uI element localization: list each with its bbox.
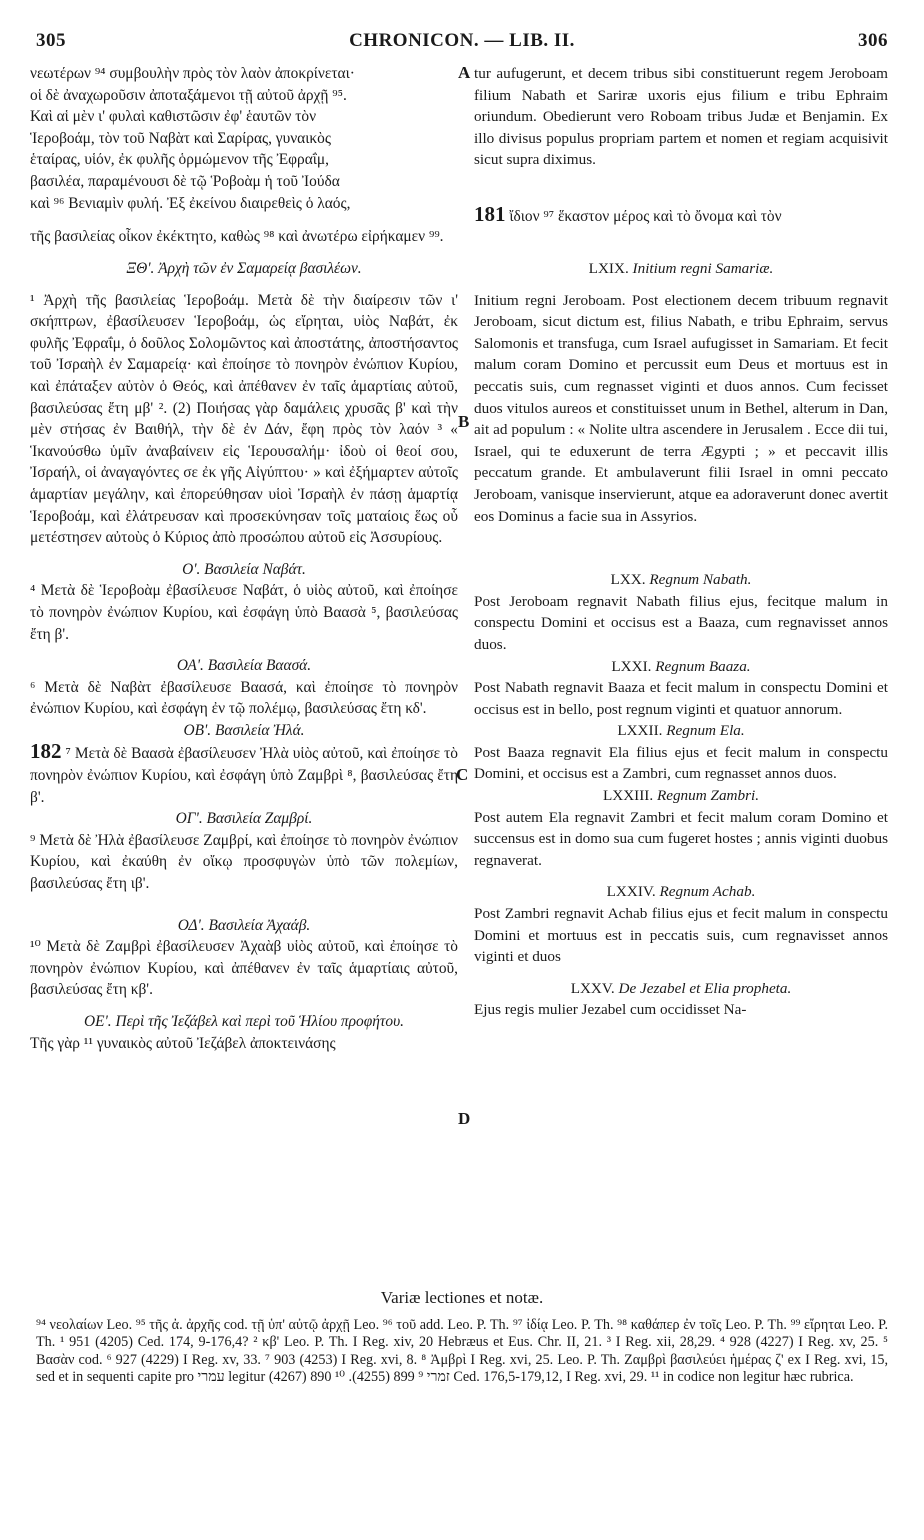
heading-title: Regnum Nabath. [649,571,752,589]
notes-title: Variæ lectiones et notæ. [380,1288,544,1307]
heading-number: LXXI. [611,657,652,675]
latin-paragraph: Ejus regis mulier Jezabel cum occidisset Na- [474,1001,747,1019]
greek-column-continued [30,258,458,1054]
greek-paragraph: Τῆς γὰρ ¹¹ γυναικὸς αὐτοῦ Ἰεζάβελ ἀποκτεινάσης [30,1034,336,1052]
latin-column-top [474,63,888,171]
latin-heading [474,656,888,678]
greek-column [30,63,458,214]
greek-heading: ΟΑ'. Βασιλεία Βαασά. [176,657,312,675]
heading-title: Regnum Achab. [659,883,756,901]
latin-paragraph: Initium regni Jeroboam. Post electionem decem tribuum regnavit Jeroboam, sicut dictum est, filius Nabath, e tribu Ephraim, servus Salomonis et transfuga, cum Israel aufugisset in Samariam. Et fecit malum coram Domino et percussit eum Deus et mortuus est in peccatis suis, cum regnasset viginti et duos annos. Cum fecisset duos vitulos aureos et constituisset unum in Bethel, alterum in Dan, ait ad populum : « Nolite ultra ascendere in Jerusalem . Ecce dii tui, Israel, qui te eduxerunt de terra Ægypti ; » et peccavit illis peccatum grande. Et ambulaverunt filii Israel in omni peccato Jeroboam, vanisque inservierunt, atque ea adoraverunt donec avertit eos Dominus a facie sua in Assyrios. [474,291,888,525]
margin-letter-a: A [458,63,471,82]
heading-number: LXXIII. [602,787,654,805]
running-title: CHRONICON. — LIB. II. [349,30,575,51]
greek-line: νεωτέρων ⁹⁴ συμβουλὴν πρὸς τὸν λαὸν ἀποκρίνεται· [30,65,355,82]
running-header [36,30,888,56]
greek-paragraph: ¹⁰ Μετὰ δὲ Ζαμβρὶ ἐβασίλευσεν Ἀχαὰβ υἱὸς αὐτοῦ, καὶ ἐποίησε τὸ πονηρὸν ἐνώπιον Κυρίου, καὶ ἀπέθανεν ἐν ταῖς ἁμαρτίαις αὐτοῦ, βασιλεύσας ἔτη κβ'. [30,938,458,999]
column-number-181: 181 [474,202,506,226]
greek-line: Ἱεροβοάμ, τὸν τοῦ Ναβὰτ καὶ Σαρίρας, γυναικὸς [30,129,331,147]
greek-line: τῆς βασιλείας οἶκον ἐκέκτητο, καθὼς ⁹⁸ καὶ ἀνωτέρω εἰρήκαμεν ⁹⁹. [30,228,444,245]
margin-letter-d: D [458,1109,471,1128]
page-number-left: 305 [36,30,66,51]
greek-paragraph-text: ⁷ Μετὰ δὲ Βαασὰ ἐβασίλευσεν Ἠλὰ υἱὸς αὐτοῦ, καὶ ἐποίησε τὸ πονηρὸν ἐνώπιον Κυρίου, καὶ ἐσφάγη ὑπὸ Ζαμβρὶ ⁸, βασιλεύσας ἔτη β'. [30,745,458,806]
greek-line: ἴδιον ⁹⁷ ἕκαστον μέρος καὶ τὸ ὄνομα καὶ τὸν [509,208,782,225]
greek-heading: Ο'. Βασιλεία Ναβάτ. [182,560,306,578]
latin-paragraph: Post Zambri regnavit Achab filius ejus et fecit malum in conspectu Domini et mortuus est in peccatis suis, cum regnavisset annos viginti et duos [474,905,888,966]
latin-heading [474,881,888,903]
heading-number: LXX. [610,571,646,589]
greek-heading: ΟΓ'. Βασιλεία Ζαμβρί. [175,810,313,828]
greek-line: βασιλέα, παραμένουσι δὲ τῷ Ῥοβοὰμ ἡ τοῦ Ἰούδα [30,172,340,190]
variant-readings-notes: ⁹⁴ νεολαίων Leo. ⁹⁵ τῆς ἀ. ἀρχῆς cod. τῇ ὑπ' αὐτῷ ἀρχῇ Leo. ⁹⁶ τοῦ add. Leo. P. Th. ⁹⁷ ἰδίᾳ Leo. P. Th. ⁹⁸ καθάπερ ἐν τοῖς Leo. P. Th. ⁹⁹ εἴρηται Leo. P. Th. ¹ 951 (4205) Ced. 174, 9-176,4? ² κβ' Leo. P. Th. I Reg. xiv, 20 Hebræus et Eus. Chr. II, 21. ³ I Reg. xii, 28,29. ⁴ 928 (4227) I Reg. xv, 25. ⁵ Βασὰν cod. ⁶ 927 (4229) I Reg. xv, 33. ⁷ 903 (4253) I Reg. xvi, 8. ⁸ Ἀμβρὶ I Reg. xvi, 25. Leo. P. Th. Ζαμβρὶ βασιλεύει ἡμέρας ζ' ex I Reg. xvi, 15, sed et in sequenti capite pro עמרי legitur זמרי ⁹ 899 (4255). ¹⁰ 890 (4267) Ced. 176,5-179,12, I Reg. xvi, 29. ¹¹ in codice non legitur hæc rubrica. [36,1317,888,1386]
greek-paragraph: ¹ Ἀρχὴ τῆς βασιλείας Ἱεροβοάμ. Μετὰ δὲ τὴν διαίρεσιν τῶν ι' σκήπτρων, ἐβασίλευσεν Ἱεροβοάμ, ὡς εἴρηται, υἱὸς Ναβάτ, ἐκ φυλῆς Ἐφραΐμ, ὁ δοῦλος Σολομῶντος καὶ ἀποστάτης, ἀποστήσαντος τοῦ Ἰσραὴλ ἐν Σαμαρείᾳ· καὶ ἐποίησε τὸ πονηρὸν ἐνώπιον Κυρίου, καὶ ἐπάταξεν αὐτὸν ὁ Θεός, καὶ ἀπέθανεν ἐν ταῖς ἁμαρτίαις αὐτοῦ, βασιλεύσας ἔτη μβ' ². (2) Ποιήσας γὰρ δαμάλεις χρυσᾶς β' καὶ τὴν μὲν στήσας ἐν Βαιθήλ, τὴν δὲ ἐν Δάν, ἔφη πρὸς τὸν λαόν ³ « Ἱκανούσθω ὑμῖν ἀναβαίνειν εἰς Ἱερουσαλήμ· ἰδοὺ οἱ θεοί σου, Ἰσραήλ, οἱ ἀναγαγόντες σε ἐκ γῆς Αἰγύπτου· » καὶ ἐξήμαρτεν αὐτοῖς ἁμαρτίαν μεγάλην, καὶ ἐπορεύθησαν υἱοὶ Ἰσραὴλ ἐν πάσῃ ἁμαρτίᾳ Ἱεροβοάμ, καὶ ἐλάτρευσαν καὶ προσεκύνησαν τοῖς ματαίοις ἕως οὗ μετέστησεν αὐτοὺς ὁ Κύριος ἀπὸ προσώπου αὐτοῦ εἰς Ἀσσυρίους. [30,291,458,547]
greek-line: οἱ δὲ ἀναχωροῦσιν ἀποταξάμενοι τῇ αὐτοῦ ἀρχῇ ⁹⁵. [30,86,347,104]
heading-title: De Jezabel et Elia propheta. [618,979,792,997]
latin-column-continued [474,258,888,1021]
greek-heading: ΟΒ'. Βασιλεία Ἠλά. [183,721,305,739]
heading-number: LXXIV. [606,883,656,901]
latin-heading [474,569,888,591]
margin-letter-c: C [456,765,469,784]
latin-heading [474,258,888,280]
greek-paragraph: ⁹ Μετὰ δὲ Ἠλὰ ἐβασίλευσε Ζαμβρί, καὶ ἐποίησε τὸ πονηρὸν ἐνώπιον Κυρίου, καὶ ἐκαύθη ἐν οἴκῳ προσφυγὼν ὑπὸ τῶν πολεμίων, βασιλεύσας ἔτη ιβ'. [30,831,458,893]
latin-paragraph: Post Baaza regnavit Ela filius ejus et fecit malum in conspectu Domini, et occisus est a Zambri, cum regnasset annos duos. [474,743,888,783]
margin-letter-b: B [458,412,470,431]
heading-number: LXIX. [588,260,629,277]
greek-heading: ΟΕ'. Περὶ τῆς Ἰεζάβελ καὶ περὶ τοῦ Ἡλίου προφήτου. [83,1013,404,1030]
heading-title: Regnum Ela. [666,722,745,740]
heading-title: Regnum Baaza. [655,657,751,675]
joined-line-right [474,204,888,228]
joined-line-full [30,226,890,248]
greek-line: ἑταίρας, υἱόν, ἐκ φυλῆς ὁρμώμενον τῆς Ἐφραΐμ, [30,151,330,169]
column-number-182: 182 [30,739,62,764]
heading-number: LXXII. [617,722,663,740]
greek-paragraph: ⁶ Μετὰ δὲ Ναβὰτ ἐβασίλευσε Βαασά, καὶ ἐποίησε τὸ πονηρὸν ἐνώπιον Κυρίου, καὶ ἐσφάγη ἐν τῷ πολέμῳ, βασιλεύσας ἔτη κδ'. [30,678,458,718]
latin-heading [474,978,888,1000]
heading-title: Initium regni Samariæ. [632,260,774,277]
page-number-right: 306 [858,30,888,51]
greek-heading: ΟΔ'. Βασιλεία Ἀχαάβ. [177,916,311,934]
latin-heading [474,720,888,742]
latin-paragraph: tur aufugerunt, et decem tribus sibi constituerunt regem Jeroboam filium Nabath et Sariræ uxoris ejus filium e tribu Ephraim oriundum. Obedierunt vero Roboam tribus Judæ et Benjamin. Ex illo divisus populus propriam partem et nomen et regiam acquisivit sicut supra diximus. [474,65,888,169]
latin-paragraph: Post Nabath regnavit Baaza et fecit malum in conspectu Domini et occisus est in bello, post regnum viginti et quatuor annorum. [474,679,888,718]
latin-paragraph: Post Jeroboam regnavit Nabath filius ejus, fecitque malum in conspectu Domini et occisus est a Baaza, cum regnavisset annos duos. [474,592,888,653]
latin-paragraph: Post autem Ela regnavit Zambri et fecit malum coram Domino et succensus est in domo sua cum fugeret hostes ; annis viginti duobus regnaverat. [474,808,888,869]
greek-paragraph: ⁴ Μετὰ δὲ Ἱεροβοὰμ ἐβασίλευσε Ναβάτ, ὁ υἱὸς αὐτοῦ, καὶ ἐποίησε τὸ πονηρὸν ἐνώπιον Κυρίου, καὶ ἐσφάγη ὑπὸ Βαασὰ ⁵, βασιλεύσας ἔτη β'. [30,582,458,643]
greek-line: καὶ ⁹⁶ Βενιαμὶν φυλή. Ἐξ ἐκείνου διαιρεθεὶς ὁ λαός, [30,194,351,212]
heading-title: Regnum Zambri. [656,787,760,805]
greek-heading: ΞΘ'. Ἀρχὴ τῶν ἐν Σαμαρείᾳ βασιλέων. [126,260,362,277]
heading-number: LXXV. [570,979,615,997]
latin-heading [474,785,888,807]
greek-line: Καὶ αἱ μὲν ι' φυλαὶ καθιστῶσιν ἐφ' ἑαυτῶν τὸν [30,108,317,126]
greek-paragraph [30,741,458,808]
